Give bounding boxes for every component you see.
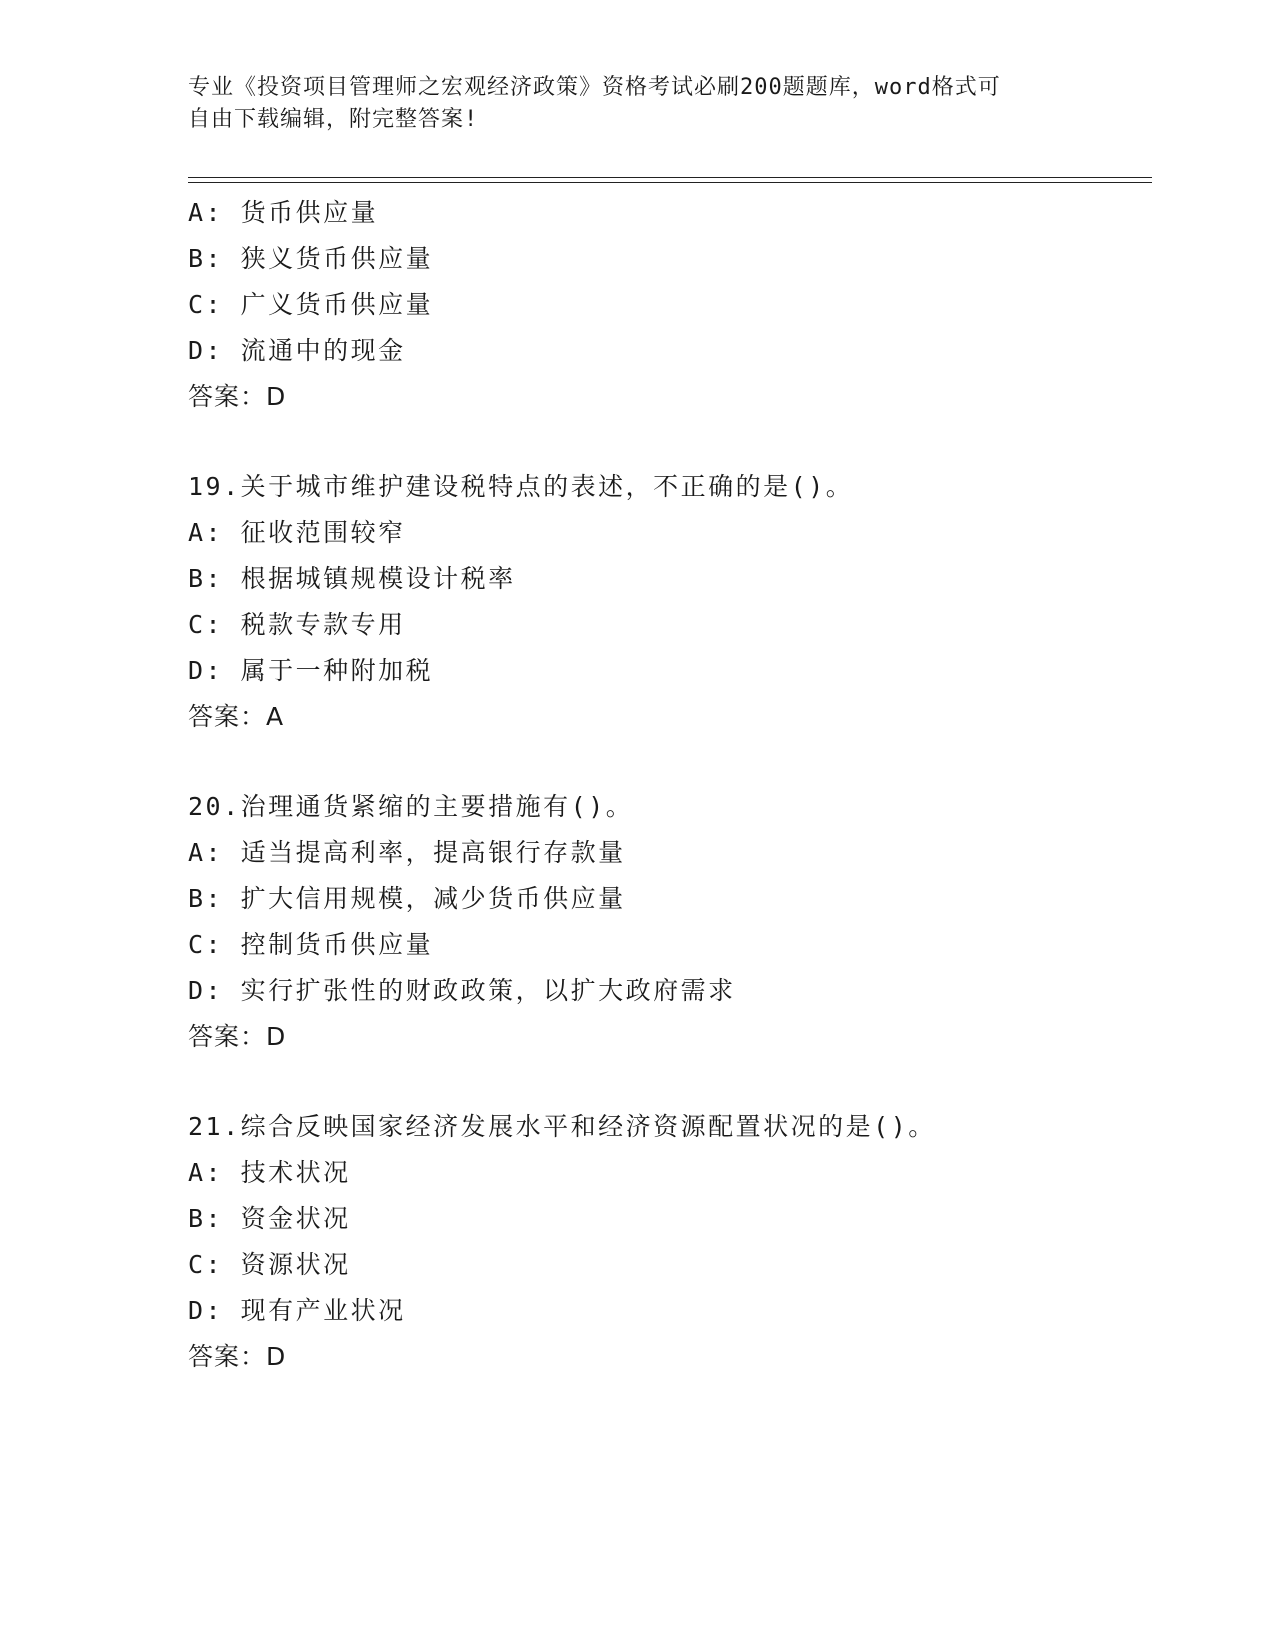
option-c: C: 控制货币供应量: [188, 930, 434, 959]
answer-line: 答案：A: [188, 702, 285, 731]
question-list: [188, 190, 1152, 1380]
answer-line: 答案：D: [188, 1022, 287, 1051]
question-stem: 19.关于城市维护建设税特点的表述，不正确的是()。: [188, 472, 854, 501]
question-stem: 21.综合反映国家经济发展水平和经济资源配置状况的是()。: [188, 1112, 936, 1141]
header-rule-top: [188, 177, 1152, 178]
document-header: [188, 72, 1088, 136]
option-a: A: 货币供应量: [188, 198, 379, 227]
answer-line: 答案：D: [188, 1342, 287, 1371]
spacer: [188, 420, 1152, 464]
option-d: D: 现有产业状况: [188, 1296, 406, 1325]
option-a: A: 技术状况: [188, 1158, 351, 1187]
option-c: C: 广义货币供应量: [188, 290, 434, 319]
spacer: [188, 740, 1152, 784]
spacer: [188, 1060, 1152, 1104]
option-d: D: 属于一种附加税: [188, 656, 434, 685]
question-block-19: [188, 464, 1152, 740]
question-block-21: [188, 1104, 1152, 1380]
question-block-continued: [188, 190, 1152, 420]
option-b: B: 资金状况: [188, 1204, 351, 1233]
header-line-1: 专业《投资项目管理师之宏观经济政策》资格考试必刷200题题库，word格式可: [188, 75, 1001, 100]
option-b: B: 根据城镇规模设计税率: [188, 564, 516, 593]
question-block-20: [188, 784, 1152, 1060]
answer-line: 答案：D: [188, 382, 287, 411]
option-a: A: 征收范围较窄: [188, 518, 406, 547]
option-a: A: 适当提高利率，提高银行存款量: [188, 838, 626, 867]
option-d: D: 实行扩张性的财政政策，以扩大政府需求: [188, 976, 736, 1005]
header-rule-bottom: [188, 182, 1152, 183]
option-c: C: 税款专款专用: [188, 610, 406, 639]
header-line-2: 自由下载编辑，附完整答案!: [188, 107, 479, 132]
option-d: D: 流通中的现金: [188, 336, 406, 365]
option-c: C: 资源状况: [188, 1250, 351, 1279]
option-b: B: 狭义货币供应量: [188, 244, 434, 273]
question-stem: 20.治理通货紧缩的主要措施有()。: [188, 792, 634, 821]
option-b: B: 扩大信用规模，减少货币供应量: [188, 884, 626, 913]
